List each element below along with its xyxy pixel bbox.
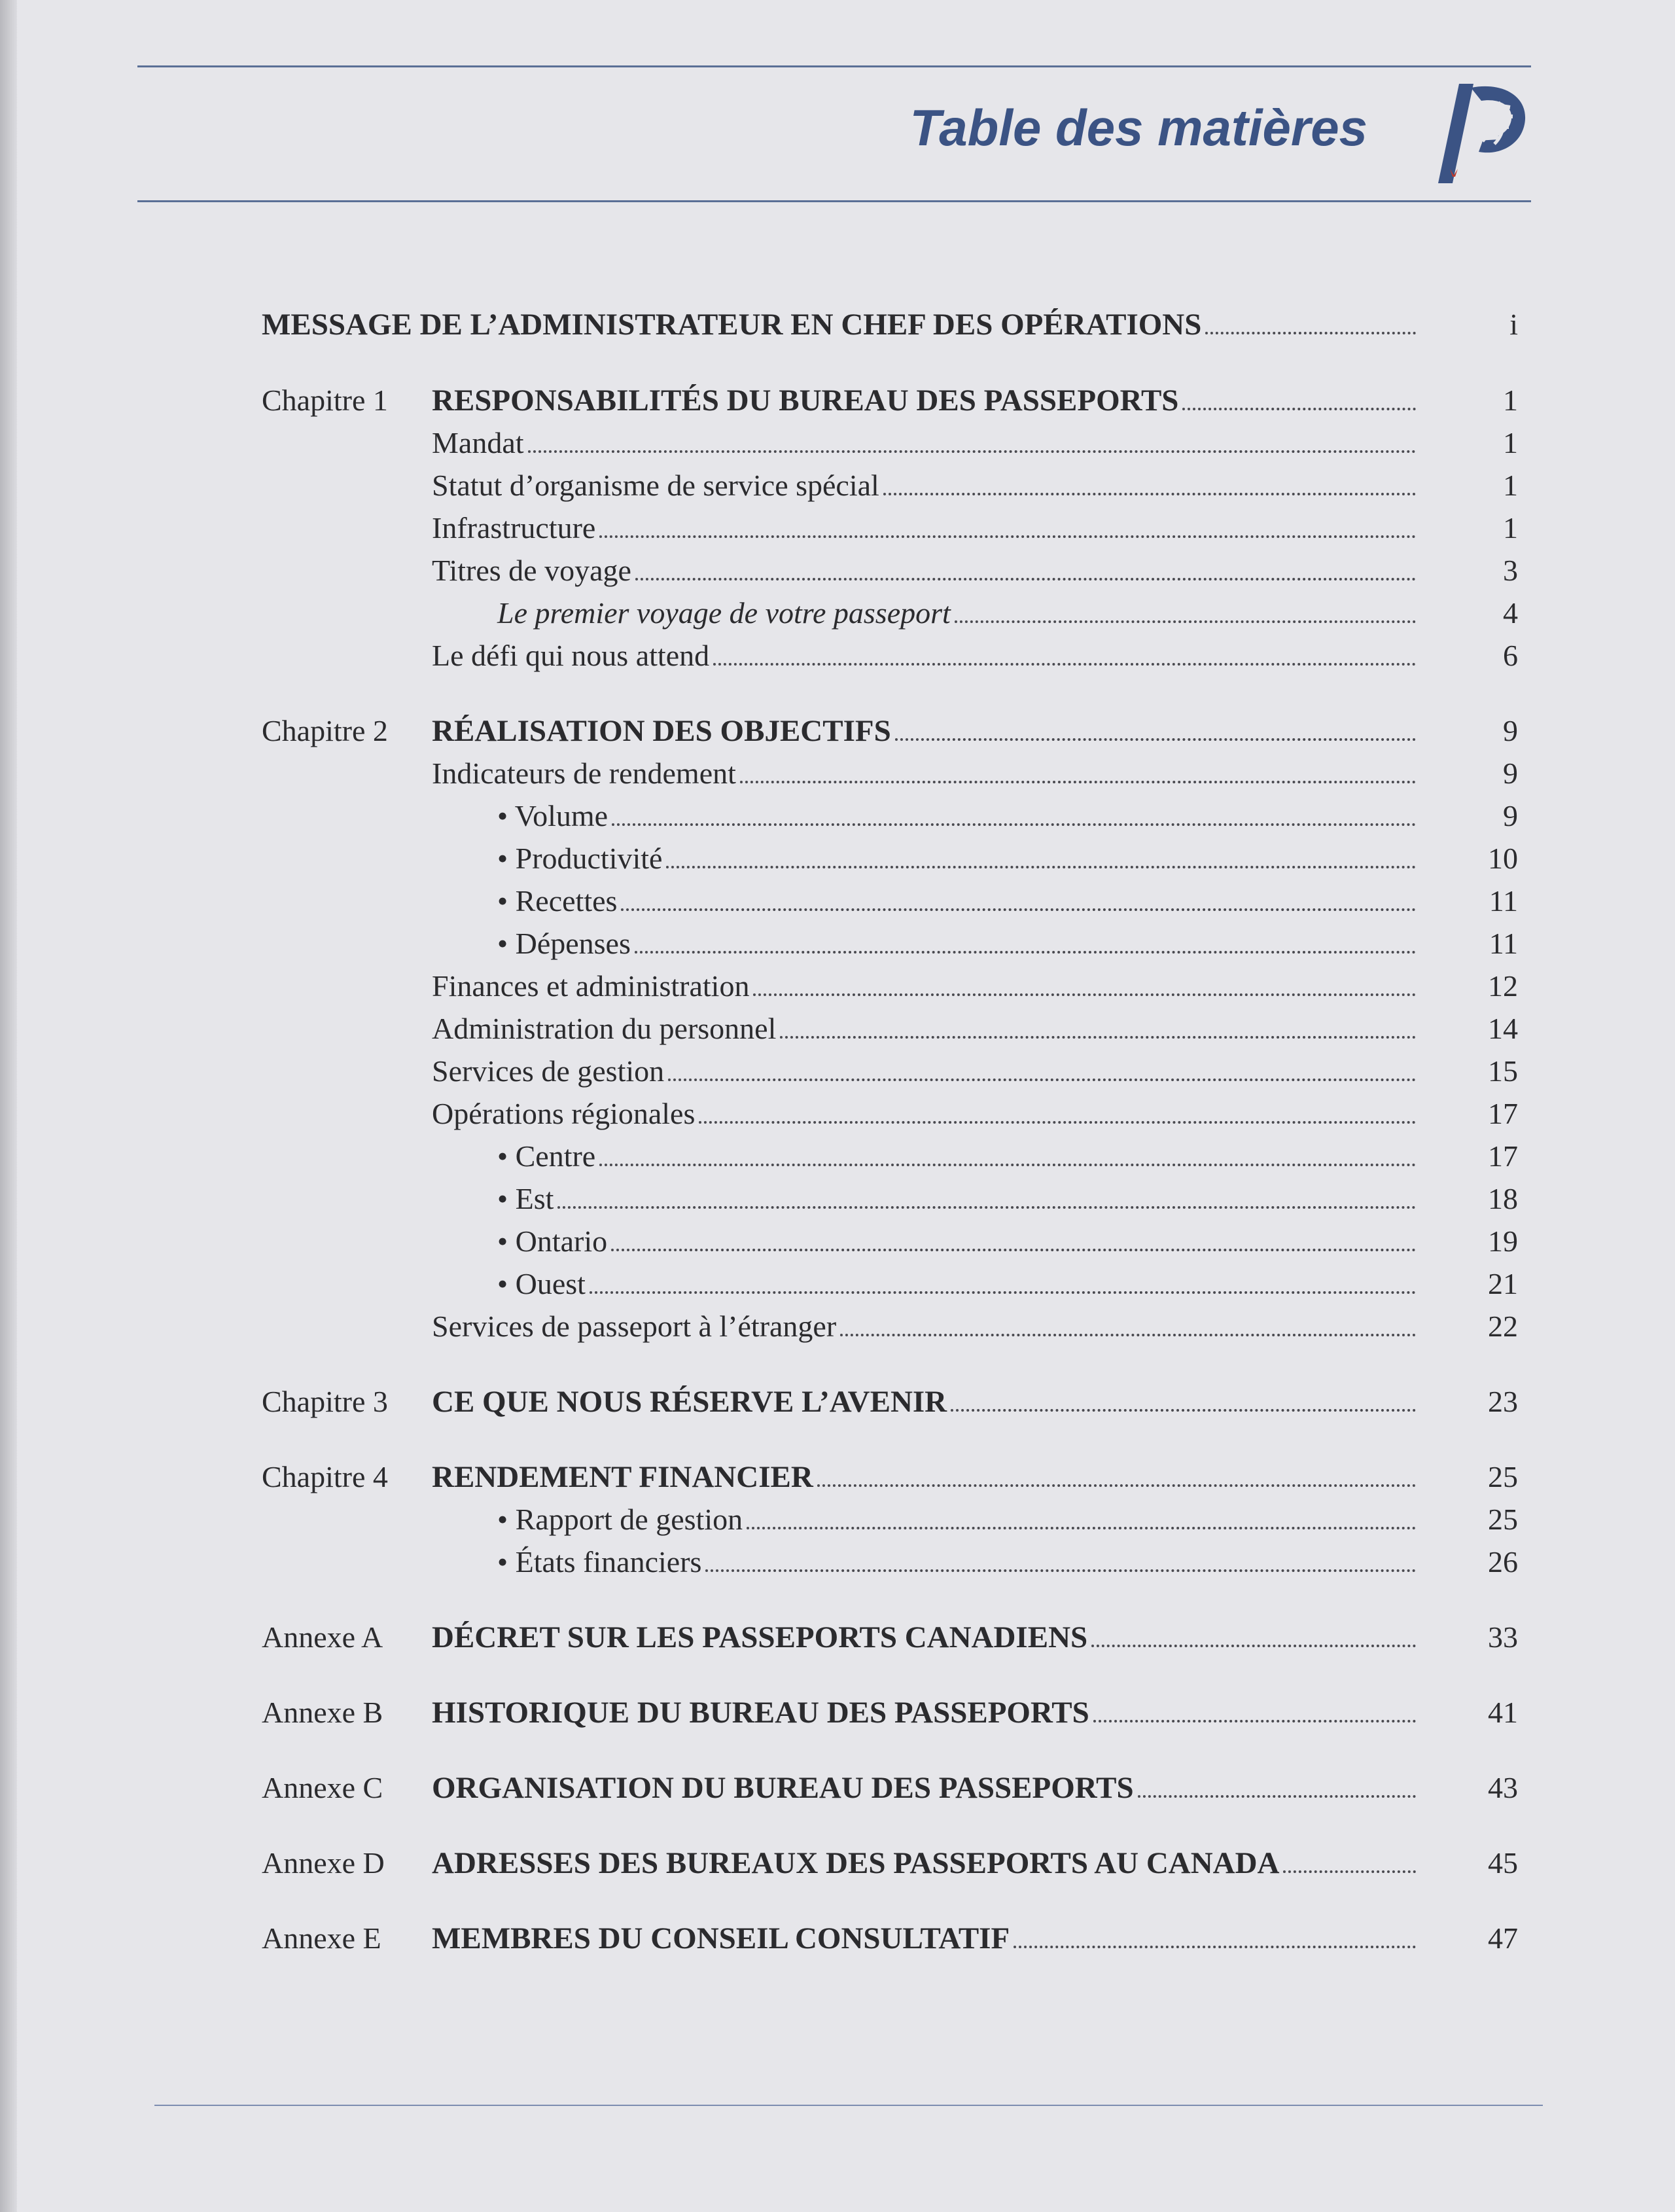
toc-entry-title — [432, 1095, 1420, 1133]
toc-entry-page-number: 1 — [1503, 469, 1518, 502]
toc-entry-page-number: 12 — [1488, 969, 1518, 1003]
toc-entry[interactable] — [0, 1618, 1675, 1656]
toc-entry[interactable] — [0, 552, 1675, 590]
dot-leader — [753, 969, 1416, 996]
toc-entry[interactable] — [0, 509, 1675, 547]
toc-entry[interactable] — [0, 1458, 1675, 1496]
toc-entry-page-number: 17 — [1488, 1097, 1518, 1130]
toc-entry-page-number: 1 — [1503, 384, 1518, 417]
toc-entry-text: Infrastructure — [432, 511, 596, 544]
toc-entry-title — [497, 882, 1420, 920]
toc-entry-title — [432, 424, 1420, 462]
dot-leader — [557, 1181, 1416, 1209]
toc-entry-page-number: 11 — [1489, 884, 1518, 918]
dot-leader — [599, 510, 1416, 538]
toc-entry-page-number: 41 — [1488, 1696, 1518, 1729]
toc-entry[interactable] — [0, 967, 1675, 1005]
dot-leader — [611, 1224, 1416, 1251]
toc-entry-title — [497, 594, 1420, 632]
dot-leader — [1283, 1846, 1416, 1873]
dot-leader — [590, 1266, 1416, 1294]
toc-entry[interactable] — [0, 1919, 1675, 1957]
toc-entry-title — [262, 306, 1420, 344]
toc-entry-text: Statut d’organisme de service spécial — [432, 469, 879, 502]
toc-entry-title — [432, 467, 1420, 505]
toc-entry-title — [432, 637, 1420, 675]
toc-entry[interactable] — [0, 1543, 1675, 1581]
dot-leader — [599, 1139, 1416, 1166]
toc-entry-text: Mandat — [432, 426, 524, 459]
toc-entry-text: • Productivité — [497, 842, 663, 875]
toc-entry-text: Titres de voyage — [432, 554, 631, 587]
toc-entry-label: Annexe B — [262, 1696, 383, 1729]
toc-entry-page-number: 14 — [1488, 1012, 1518, 1045]
toc-entry[interactable] — [0, 1383, 1675, 1421]
toc-entry-page-number: 47 — [1488, 1921, 1518, 1955]
toc-entry[interactable] — [0, 306, 1675, 344]
toc-entry-page-number: 3 — [1503, 554, 1518, 587]
toc-entry-text: • Est — [497, 1182, 554, 1215]
toc-entry-text: Services de gestion — [432, 1054, 665, 1088]
toc-entry-text: RESPONSABILITÉS DU BUREAU DES PASSEPORTS — [432, 384, 1179, 418]
toc-entry-title — [497, 797, 1420, 835]
toc-entry-text: • Recettes — [497, 884, 618, 918]
toc-entry[interactable] — [0, 382, 1675, 419]
toc-entry-page-number: 6 — [1503, 639, 1518, 672]
toc-entry[interactable] — [0, 797, 1675, 835]
dot-leader — [699, 1096, 1416, 1124]
toc-entry-label: Annexe C — [262, 1771, 383, 1804]
toc-entry-text: Le premier voyage de votre passeport — [497, 596, 951, 630]
dot-leader — [621, 883, 1416, 911]
toc-entry[interactable] — [0, 1222, 1675, 1260]
toc-entry[interactable] — [0, 1694, 1675, 1732]
toc-entry[interactable] — [0, 467, 1675, 505]
toc-entry[interactable] — [0, 1501, 1675, 1539]
toc-entry-page-number: 15 — [1488, 1054, 1518, 1088]
toc-entry-title — [432, 509, 1420, 547]
toc-entry-text: Opérations régionales — [432, 1097, 696, 1130]
toc-entry[interactable] — [0, 637, 1675, 675]
dot-leader — [635, 553, 1416, 580]
dot-leader — [955, 596, 1416, 623]
toc-entry-page-number: 23 — [1488, 1385, 1518, 1418]
toc-entry-text: • Rapport de gestion — [497, 1503, 743, 1536]
toc-entry-label: Chapitre 2 — [262, 714, 388, 747]
toc-entry-title — [432, 1010, 1420, 1048]
dot-leader — [705, 1544, 1416, 1572]
dot-leader — [668, 1054, 1416, 1081]
toc-entry[interactable] — [0, 1010, 1675, 1048]
toc-entry-title — [497, 840, 1420, 878]
page-title: Table des matières — [909, 99, 1367, 156]
toc-entry-text: DÉCRET SUR LES PASSEPORTS CANADIENS — [432, 1620, 1088, 1654]
toc-entry-title — [432, 382, 1420, 419]
toc-entry-title — [432, 1308, 1420, 1346]
toc-entry-title — [432, 1458, 1420, 1496]
toc-entry-label: Chapitre 3 — [262, 1385, 388, 1418]
toc-entry-title — [497, 925, 1420, 963]
toc-entry-text: • Centre — [497, 1139, 596, 1173]
toc-entry-page-number: 10 — [1488, 842, 1518, 875]
toc-entry-page-number: 43 — [1488, 1771, 1518, 1804]
toc-entry-title — [432, 1052, 1420, 1090]
dot-leader — [780, 1011, 1416, 1039]
toc-entry-label: Chapitre 4 — [262, 1460, 388, 1493]
toc-entry[interactable] — [0, 1180, 1675, 1218]
toc-entry-text: Le défi qui nous attend — [432, 639, 710, 672]
dot-leader — [951, 1384, 1416, 1412]
toc-entry-text: • Ouest — [497, 1267, 586, 1300]
toc-entry-label: Annexe E — [262, 1921, 381, 1955]
toc-entry[interactable] — [0, 1769, 1675, 1807]
toc-entry-text: Finances et administration — [432, 969, 750, 1003]
toc-entry-title — [497, 1543, 1420, 1581]
toc-entry-title — [432, 1694, 1420, 1732]
toc-entry-page-number: 17 — [1488, 1139, 1518, 1173]
toc-entry-page-number: 22 — [1488, 1310, 1518, 1343]
toc-entry-title — [497, 1501, 1420, 1539]
toc-entry-text: MEMBRES DU CONSEIL CONSULTATIF — [432, 1921, 1010, 1955]
toc-entry-text: ORGANISATION DU BUREAU DES PASSEPORTS — [432, 1771, 1134, 1805]
toc-entry[interactable] — [0, 1095, 1675, 1133]
dot-leader — [817, 1459, 1416, 1487]
toc-entry-page-number: 1 — [1503, 511, 1518, 544]
toc-entry-page-number: 18 — [1488, 1182, 1518, 1215]
toc-entry[interactable] — [0, 594, 1675, 632]
dot-leader — [1093, 1695, 1416, 1722]
dot-leader — [666, 841, 1416, 868]
toc-entry-title — [432, 1769, 1420, 1807]
toc-entry[interactable] — [0, 1137, 1675, 1175]
toc-entry-page-number: 33 — [1488, 1620, 1518, 1654]
toc-entry-text: RÉALISATION DES OBJECTIFS — [432, 714, 891, 748]
toc-entry-title — [432, 1844, 1420, 1882]
dot-leader — [1205, 307, 1416, 334]
toc-entry-text: • Ontario — [497, 1224, 608, 1258]
toc-entry-text: • États financiers — [497, 1545, 702, 1579]
toc-entry[interactable] — [0, 755, 1675, 793]
dot-leader — [1091, 1620, 1416, 1647]
toc-entry-page-number: 4 — [1503, 596, 1518, 630]
toc-entry-title — [497, 1137, 1420, 1175]
toc-entry-page-number: 9 — [1503, 757, 1518, 790]
toc-entry-text: CE QUE NOUS RÉSERVE L’AVENIR — [432, 1385, 947, 1419]
toc-entry-title — [497, 1180, 1420, 1218]
toc-entry-title — [432, 967, 1420, 1005]
footer-rule — [154, 2105, 1543, 2106]
toc-entry-page-number: 1 — [1503, 426, 1518, 459]
toc-entry-title — [432, 1383, 1420, 1421]
toc-entry-text: • Dépenses — [497, 927, 631, 960]
toc-entry-page-number: 9 — [1503, 714, 1518, 747]
toc-entry-text: ADRESSES DES BUREAUX DES PASSEPORTS AU CANADA — [432, 1846, 1280, 1880]
toc-entry[interactable] — [0, 1265, 1675, 1303]
toc-entry-title — [432, 552, 1420, 590]
dot-leader — [883, 468, 1416, 495]
toc-entry[interactable] — [0, 712, 1675, 750]
toc-entry[interactable] — [0, 1052, 1675, 1090]
toc-entry-title — [497, 1265, 1420, 1303]
toc-entry-text: Indicateurs de rendement — [432, 757, 736, 790]
toc-entry[interactable] — [0, 882, 1675, 920]
dot-leader — [612, 798, 1416, 826]
toc-entry-page-number: 26 — [1488, 1545, 1518, 1579]
toc-entry-label: Annexe A — [262, 1620, 383, 1654]
dot-leader — [1182, 383, 1416, 410]
dot-leader — [1138, 1770, 1416, 1798]
toc-entry-text: RENDEMENT FINANCIER — [432, 1460, 813, 1494]
toc-entry[interactable] — [0, 424, 1675, 462]
toc-entry-title — [497, 1222, 1420, 1260]
toc-entry-page-number: 9 — [1503, 799, 1518, 832]
toc-entry-label: Annexe D — [262, 1846, 385, 1880]
dot-leader — [740, 756, 1416, 783]
toc-entry[interactable] — [0, 840, 1675, 878]
dot-leader — [713, 638, 1416, 666]
toc-entry-page-number: i — [1509, 308, 1518, 341]
toc-entry-text: Administration du personnel — [432, 1012, 777, 1045]
toc-entry-page-number: 25 — [1488, 1460, 1518, 1493]
toc-entry-page-number: 45 — [1488, 1846, 1518, 1880]
dot-leader — [840, 1309, 1416, 1336]
toc-entry-text: MESSAGE DE L’ADMINISTRATEUR EN CHEF DES OPÉRATIONS — [262, 308, 1202, 342]
dot-leader — [747, 1502, 1416, 1529]
toc-entry[interactable] — [0, 1844, 1675, 1882]
toc-entry-title — [432, 1618, 1420, 1656]
dot-leader — [635, 926, 1416, 954]
toc-entry-text: HISTORIQUE DU BUREAU DES PASSEPORTS — [432, 1696, 1089, 1730]
toc-entry-page-number: 25 — [1488, 1503, 1518, 1536]
toc-entry[interactable] — [0, 925, 1675, 963]
toc-entry-title — [432, 712, 1420, 750]
toc-entry-label: Chapitre 1 — [262, 384, 388, 417]
toc-entry-page-number: 11 — [1489, 927, 1518, 960]
dot-leader — [528, 425, 1416, 453]
toc-entry-text: Services de passeport à l’étranger — [432, 1310, 837, 1343]
toc-entry-text: • Volume — [497, 799, 608, 832]
toc-entry[interactable] — [0, 1308, 1675, 1346]
dot-leader — [1014, 1921, 1416, 1948]
toc-entry-page-number: 19 — [1488, 1224, 1518, 1258]
dot-leader — [895, 713, 1416, 741]
toc-entry-title — [432, 1919, 1420, 1957]
toc-entry-page-number: 21 — [1488, 1267, 1518, 1300]
toc-entry-title — [432, 755, 1420, 793]
